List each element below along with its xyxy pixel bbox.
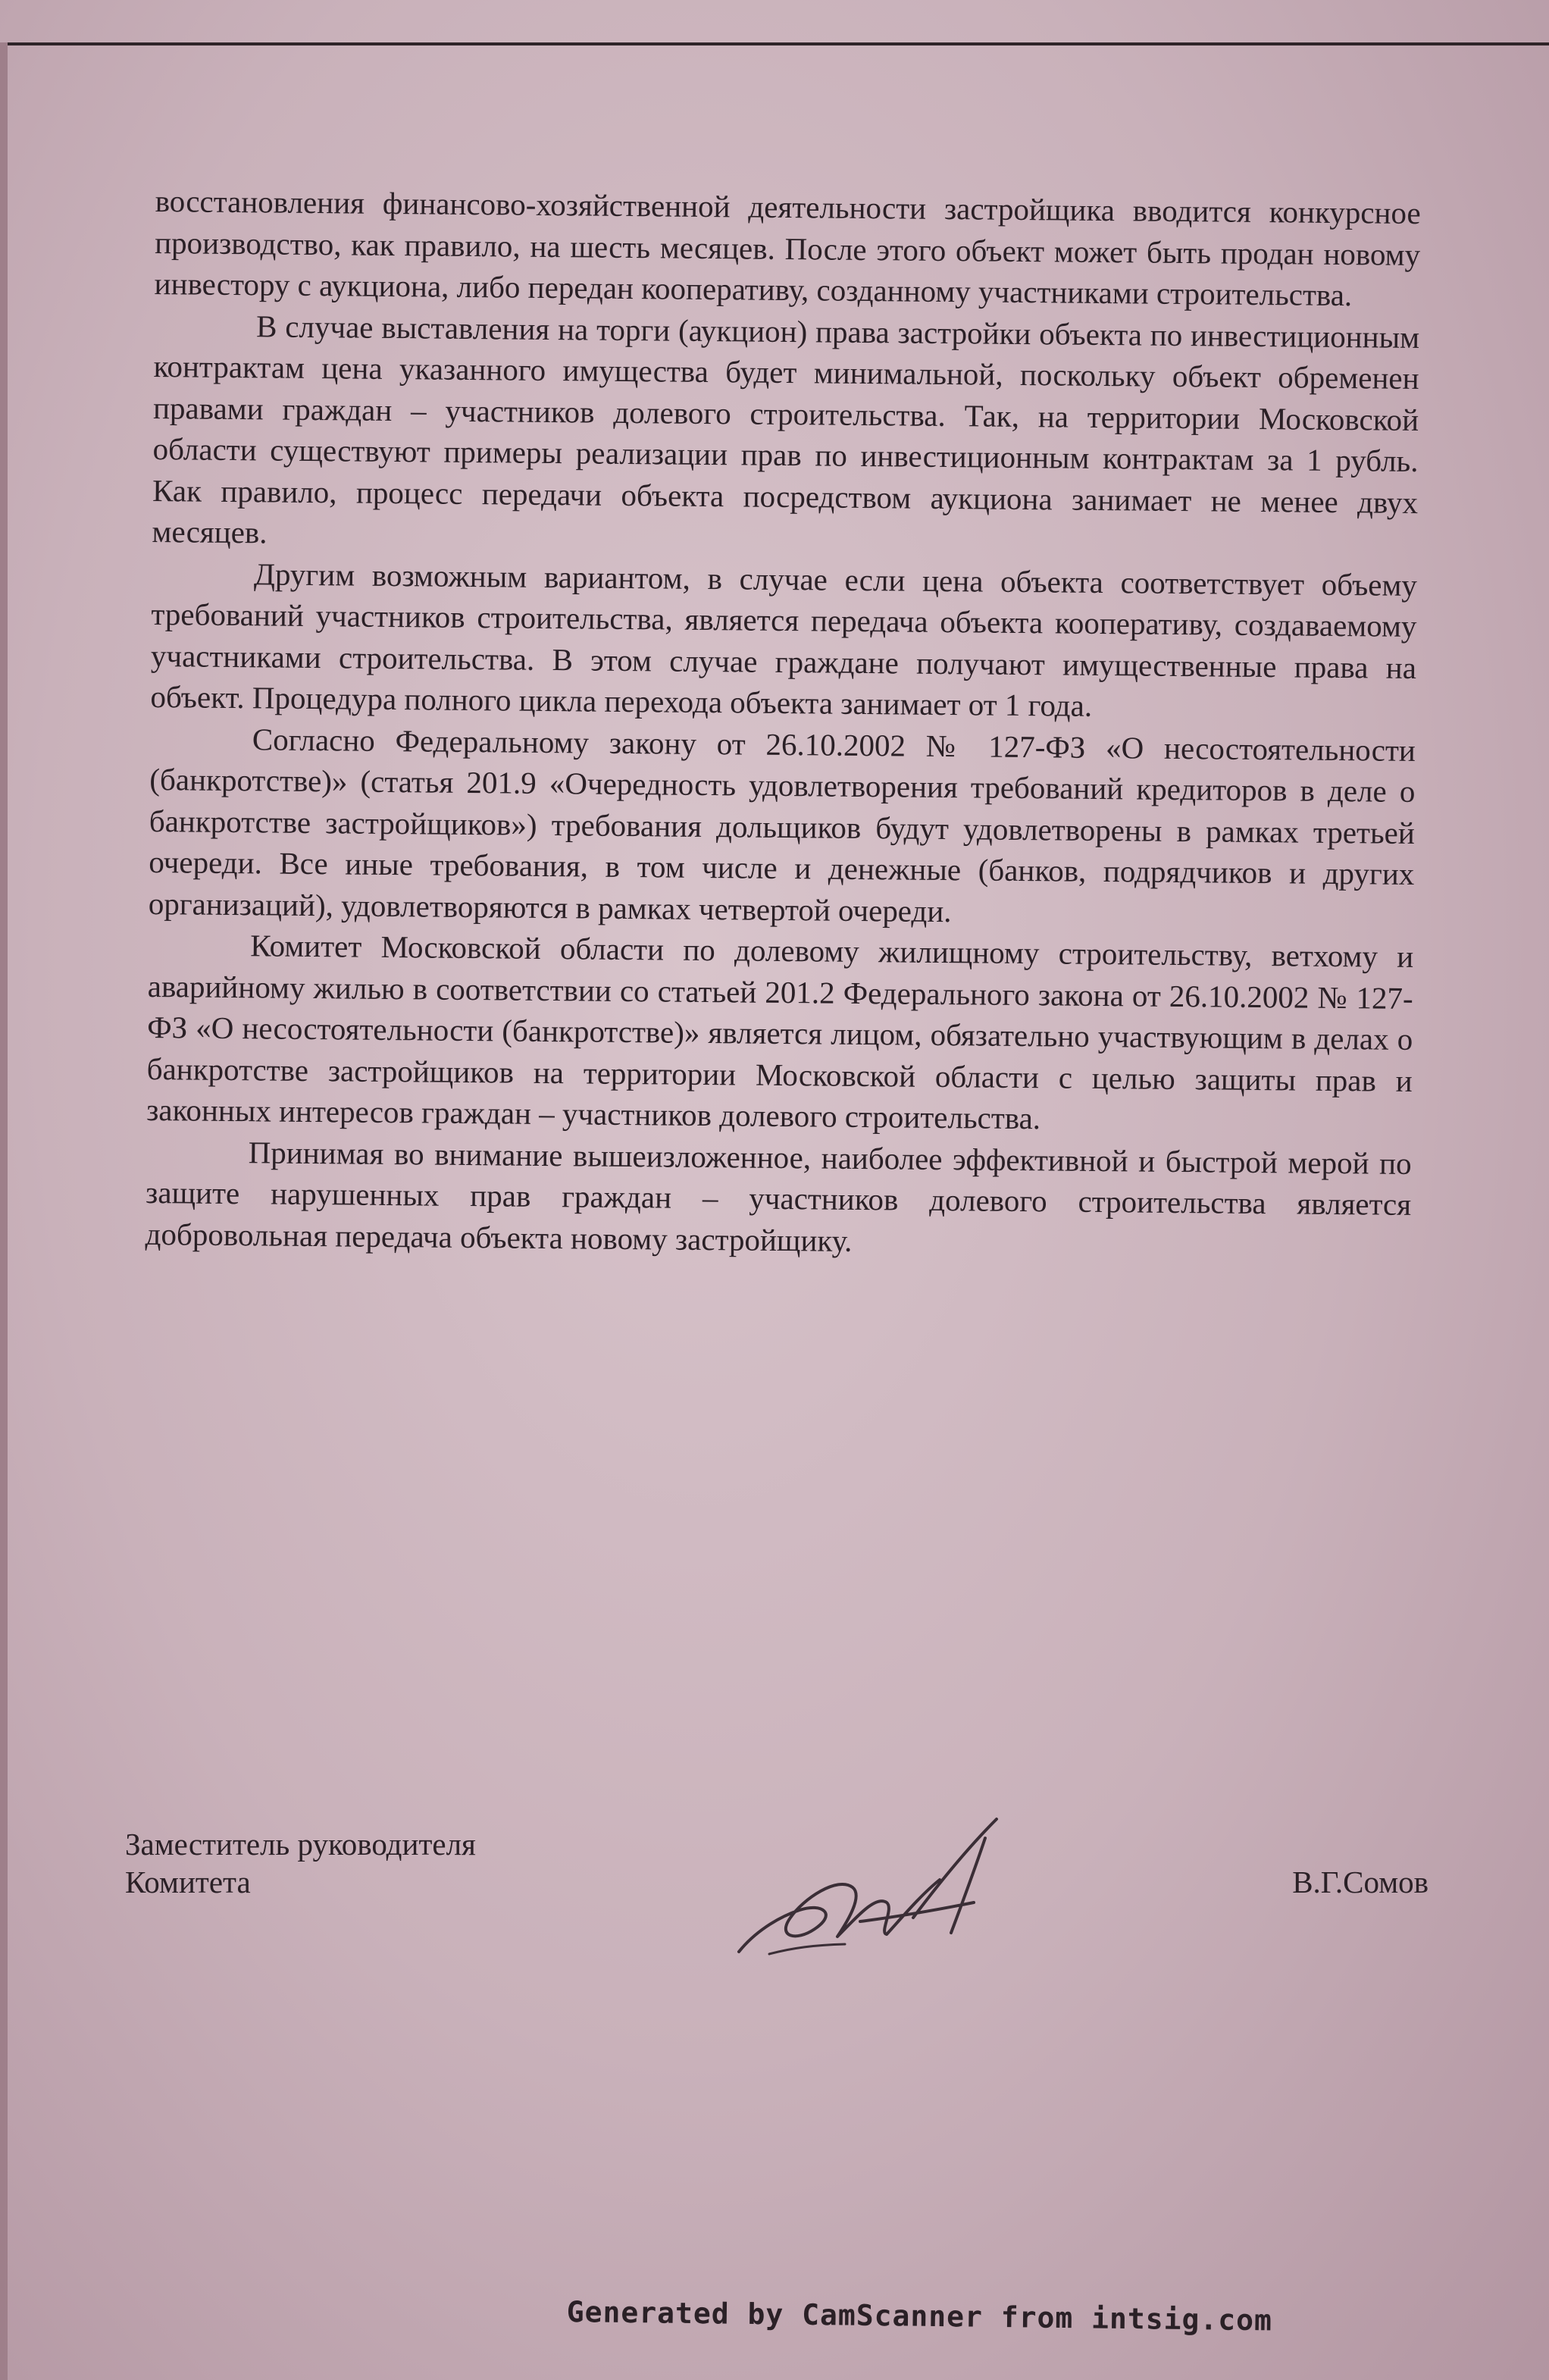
camscanner-footer: Generated by CamScanner from intsig.com xyxy=(566,2295,1273,2338)
signatory-title-line-2: Комитета xyxy=(125,1865,251,1899)
handwritten-signature xyxy=(724,1804,1042,1971)
paragraph-2: В случае выставления на торги (аукцион) права застройки объекта по инвестиционным контрактам цена указанного имущества будет минимальной, поскольку объект обременен правами граждан – участников долевого строительства. Так, на территории Московской области существуют примеры реализации прав по инвестиционным контрактам за 1 рубль. Как правило, процесс передачи объекта посредством аукциона занимает не менее двух месяцев. xyxy=(152,308,1420,550)
paragraph-4: Согласно Федеральному закону от 26.10.2002 № 127-ФЗ «О несостоятельности (банкротстве)» (статья 201.9 «Очередность удовлетворения требований кредиторов в деле о банкротстве застройщиков») требования дольщиков будут удовлетворены в рамках третьей очереди. Все иные требования, в том числе и денежные (банков, подрядчиков и других организаций), удовлетворяются в рамках четвертой очереди. xyxy=(148,721,1416,929)
paragraph-3: Другим возможным вариантом, в случае если цена объекта соответствует объему требований участников строительства, является передача объекта кооперативу, создаваемому участниками строительства. В этом случае граждане получают имущественные права на объект. Процедура полного цикла перехода объекта занимает от 1 года. xyxy=(150,556,1418,723)
signatory-title xyxy=(125,1825,476,1901)
page-top-border xyxy=(0,42,1549,45)
signatory-name: В.Г.Сомов xyxy=(1292,1865,1429,1899)
paragraph-1: восстановления финансово-хозяйственной деятельности застройщика вводится конкурсное производство, как правило, на шесть месяцев. После этого объект может быть продан новому инвестору с аукциона, либо передан кооперативу, созданному участниками строительства. xyxy=(154,183,1421,313)
paragraph-5: Комитет Московской области по долевому жилищному строительству, ветхому и аварийному жилью в соответствии со статьей 201.2 Федерального закона от 26.10.2002 № 127-ФЗ «О несостоятельности (банкротстве)» является лицом, обязательно участвующим в делах о банкротстве застройщиков на территории Московской области с целью защиты прав и законных интересов граждан – участников долевого строительства. xyxy=(146,928,1414,1136)
signatory-title-line-1: Заместитель руководителя xyxy=(125,1827,476,1862)
paragraph-6: Принимая во внимание вышеизложенное, наиболее эффективной и быстрой мерой по защите нарушенных прав граждан – участников долевого строительства является добровольная передача объекта новому застройщику. xyxy=(145,1134,1412,1258)
document-body xyxy=(145,180,1421,1267)
page-left-edge xyxy=(0,42,8,2380)
